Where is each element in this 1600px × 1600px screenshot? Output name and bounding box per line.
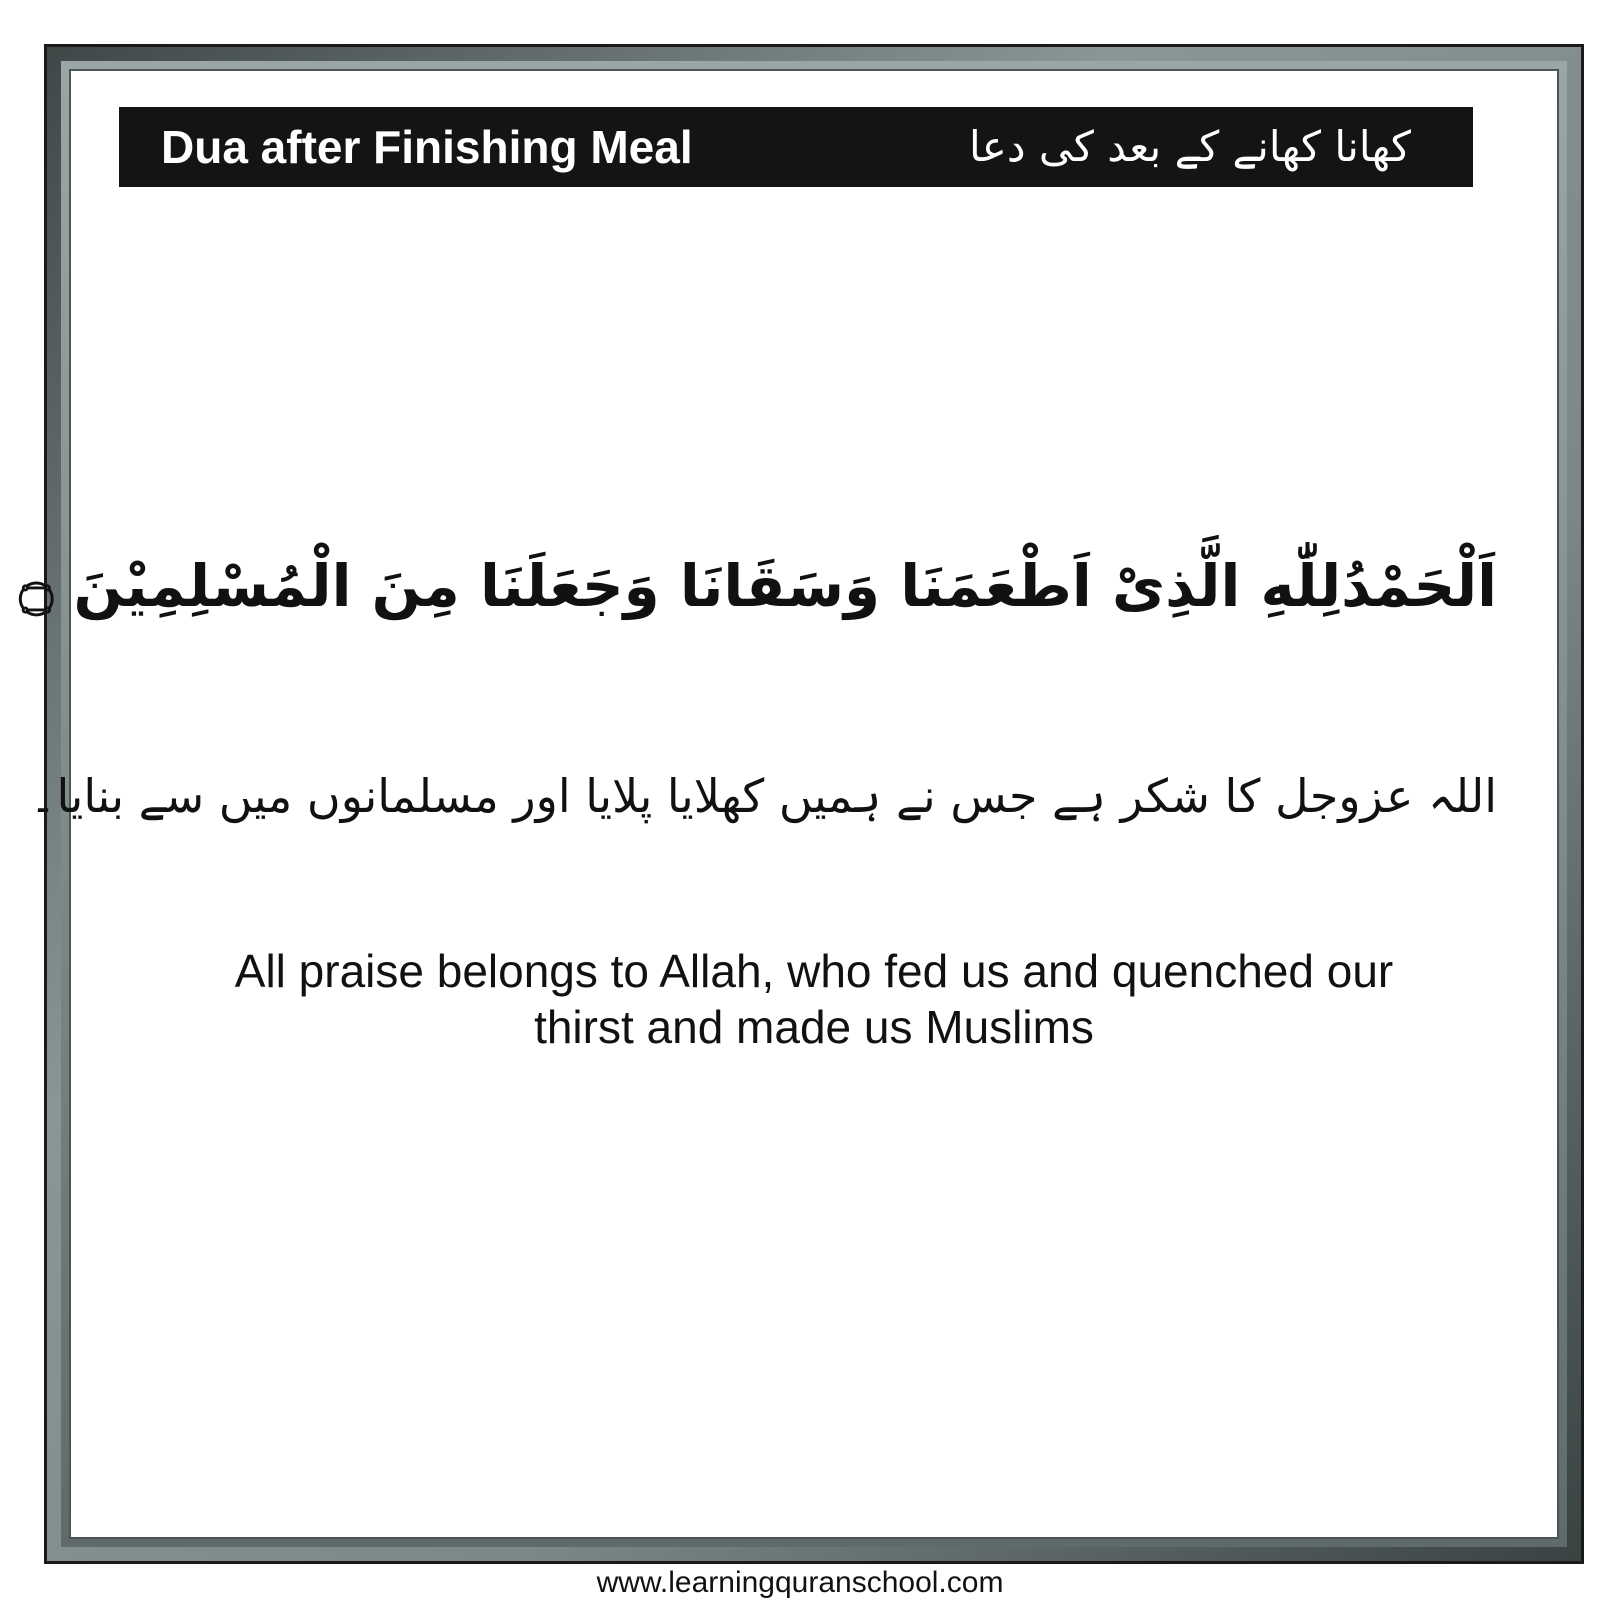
title-bar (119, 107, 1473, 187)
dua-card (19, 69, 1559, 1539)
english-translation-line-1: All praise belongs to Allah, who fed us and quenched our (234, 945, 1394, 997)
english-translation-line-2: thirst and made us Muslims (534, 1001, 1094, 1053)
arabic-dua-text: اَلْحَمْدُلِلّٰهِ الَّذِیْ اَطْعَمَنَا وَسَقَانَا وَجَعَلَنَا مِنَ الْمُسْلِمِیْنَ ۝ (19, 552, 1497, 620)
footer-website-link[interactable]: www.learningquranschool.com (596, 1566, 1004, 1599)
urdu-translation: اللہ عزوجل کا شکر ہے جس نے ہمیں کھلایا پلایا اور مسلمانوں میں سے بنایا۔ (29, 769, 1497, 823)
title-urdu: کھانا کھانے کے بعد کی دعا (968, 122, 1411, 171)
title-english: Dua after Finishing Meal (161, 121, 693, 173)
english-translation (131, 943, 1497, 1055)
card-frame (19, 44, 1584, 1564)
